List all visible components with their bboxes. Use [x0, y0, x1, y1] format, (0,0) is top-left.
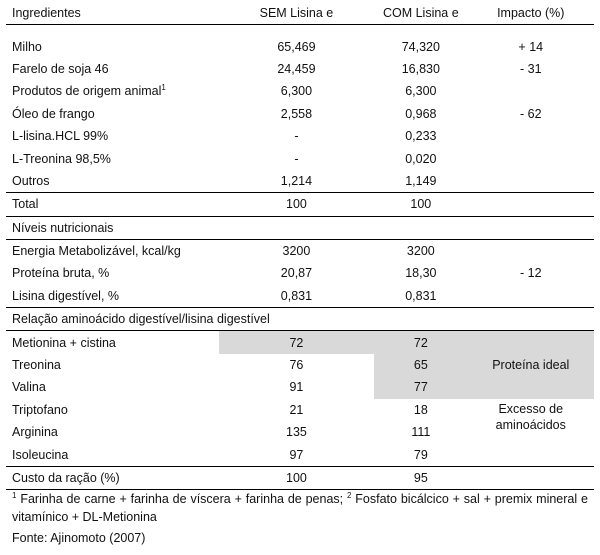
- custo-impacto-value: [468, 466, 594, 489]
- total-label: Total: [6, 193, 219, 216]
- relacao-title: Relação aminoácido digestível/lisina digestível: [6, 308, 594, 331]
- row-label: L-lisina.HCL 99%: [12, 129, 109, 144]
- row-com-value: 79: [413, 447, 428, 462]
- table-row: [6, 443, 594, 466]
- row-label-text: Produtos de origem animal: [12, 84, 162, 99]
- table-row: [6, 239, 594, 262]
- row-com-value: 0,020: [405, 151, 437, 166]
- row-com-value: 111: [411, 425, 431, 440]
- row-com-value: 16,830: [401, 61, 440, 76]
- row-sem-value: 65,469: [277, 39, 316, 54]
- table-row: [6, 58, 594, 80]
- row-label: Triptofano: [12, 402, 68, 417]
- row-com-value: 0,233: [405, 129, 437, 144]
- table-row: [6, 285, 594, 308]
- row-sem-value: 6,300: [280, 84, 313, 99]
- row-label: Valina: [12, 380, 46, 395]
- row-label: Milho: [12, 39, 42, 54]
- section-header-niveis: [6, 216, 594, 239]
- row-label: Proteína bruta, %: [12, 266, 110, 281]
- table-row: [6, 125, 594, 147]
- table-row: [6, 331, 594, 354]
- table-row: [6, 147, 594, 169]
- total-row: [6, 193, 594, 216]
- row-sem-value: 135: [286, 425, 307, 440]
- row-sem-value: 2,558: [280, 106, 313, 121]
- custo-sem-value: 100: [219, 466, 374, 489]
- row-label: L-Treonina 98,5%: [12, 151, 111, 166]
- row-impacto-value: [468, 170, 594, 193]
- row-label: Energia Metabolizável, kcal/kg: [12, 244, 181, 259]
- row-com-value: 6,300: [405, 84, 437, 99]
- row-sem-value: 76: [289, 358, 304, 373]
- row-label: Treonina: [12, 358, 61, 373]
- row-sem-value: 72: [219, 331, 374, 354]
- row-sem-value: -: [294, 151, 299, 166]
- group-excesso: [468, 399, 594, 444]
- group-excesso-line2: aminoácidos: [495, 417, 566, 432]
- row-com-value: 74,320: [401, 39, 440, 54]
- row-label: Óleo de frango: [12, 106, 95, 121]
- section-header-relacao: [6, 308, 594, 331]
- footnote-1: Farinha de carne + farinha de víscera + farinha de penas;: [20, 492, 344, 506]
- table-row: [6, 262, 594, 284]
- row-impacto-value: - 31: [520, 61, 542, 76]
- footnotes: [12, 491, 588, 526]
- row-sem-value: 3200: [282, 244, 311, 259]
- row-label: Metionina + cistina: [12, 335, 116, 350]
- row-impacto-value: [468, 285, 594, 308]
- footnote-sup-2: 2: [346, 491, 352, 500]
- header-impacto: Impacto (%): [468, 2, 594, 25]
- row-sem-value: -: [294, 129, 299, 144]
- row-label: Arginina: [12, 425, 58, 440]
- row-impacto-value: + 14: [518, 39, 544, 54]
- table-row: [6, 35, 594, 57]
- row-label: [6, 80, 219, 102]
- row-label: Lisina digestível, %: [12, 288, 120, 303]
- nutrition-table: [6, 2, 594, 490]
- row-com-value: 3200: [406, 244, 435, 259]
- custo-com-value: 95: [374, 466, 467, 489]
- table-row: [6, 80, 594, 102]
- total-impacto-value: [468, 193, 594, 216]
- row-com-value: 18: [413, 402, 428, 417]
- row-com-value: 1,149: [405, 173, 437, 188]
- custo-row: [6, 466, 594, 489]
- row-impacto-value: [468, 239, 594, 262]
- total-com-value: 100: [374, 193, 467, 216]
- row-impacto-value: - 62: [520, 106, 542, 121]
- header-sem-lisina: SEM Lisina e: [219, 2, 374, 25]
- table-row: [6, 170, 594, 193]
- table-row: [6, 103, 594, 125]
- total-sem-value: 100: [219, 193, 374, 216]
- row-label: Isoleucina: [12, 447, 69, 462]
- niveis-title: Níveis nutricionais: [6, 216, 594, 239]
- row-impacto-value: [468, 443, 594, 466]
- custo-label: Custo da ração (%): [6, 466, 219, 489]
- table-header-row: [6, 2, 594, 25]
- footnote-marker: 1: [161, 83, 166, 93]
- row-sem-value: 0,831: [280, 288, 313, 303]
- row-sem-value: 20,87: [280, 266, 313, 281]
- row-com-value: 0,968: [405, 106, 437, 121]
- header-com-lisina: COM Lisina e: [374, 2, 467, 25]
- row-impacto-value: [468, 147, 594, 169]
- source-note: Fonte: Ajinomoto (2007): [12, 531, 146, 545]
- row-sem-value: 21: [289, 402, 304, 417]
- row-label: Farelo de soja 46: [12, 61, 109, 76]
- row-com-value: 72: [374, 331, 467, 354]
- row-com-value: 65: [374, 354, 467, 376]
- footnote-2: Fosfato bicálcico + sal + premix mineral e vitamínico + DL-Metionina: [12, 492, 588, 524]
- row-sem-value: 24,459: [277, 61, 316, 76]
- row-com-value: 77: [374, 376, 467, 398]
- row-impacto-value: [468, 125, 594, 147]
- group-excesso-line1: Excesso de: [498, 401, 564, 416]
- row-com-value: 18,30: [405, 266, 437, 281]
- group-proteina-ideal: Proteína ideal: [468, 331, 594, 399]
- row-label: Outros: [12, 173, 50, 188]
- row-impacto-value: [468, 80, 594, 102]
- footnote-sup-1: 1: [12, 491, 17, 500]
- row-sem-value: 91: [289, 380, 304, 395]
- row-impacto-value: - 12: [520, 266, 542, 281]
- row-com-value: 0,831: [405, 288, 437, 303]
- table-row: [6, 399, 594, 421]
- header-ingredientes: Ingredientes: [6, 2, 219, 25]
- row-sem-value: 97: [289, 447, 304, 462]
- row-sem-value: 1,214: [280, 173, 313, 188]
- spacer-row: [6, 25, 594, 36]
